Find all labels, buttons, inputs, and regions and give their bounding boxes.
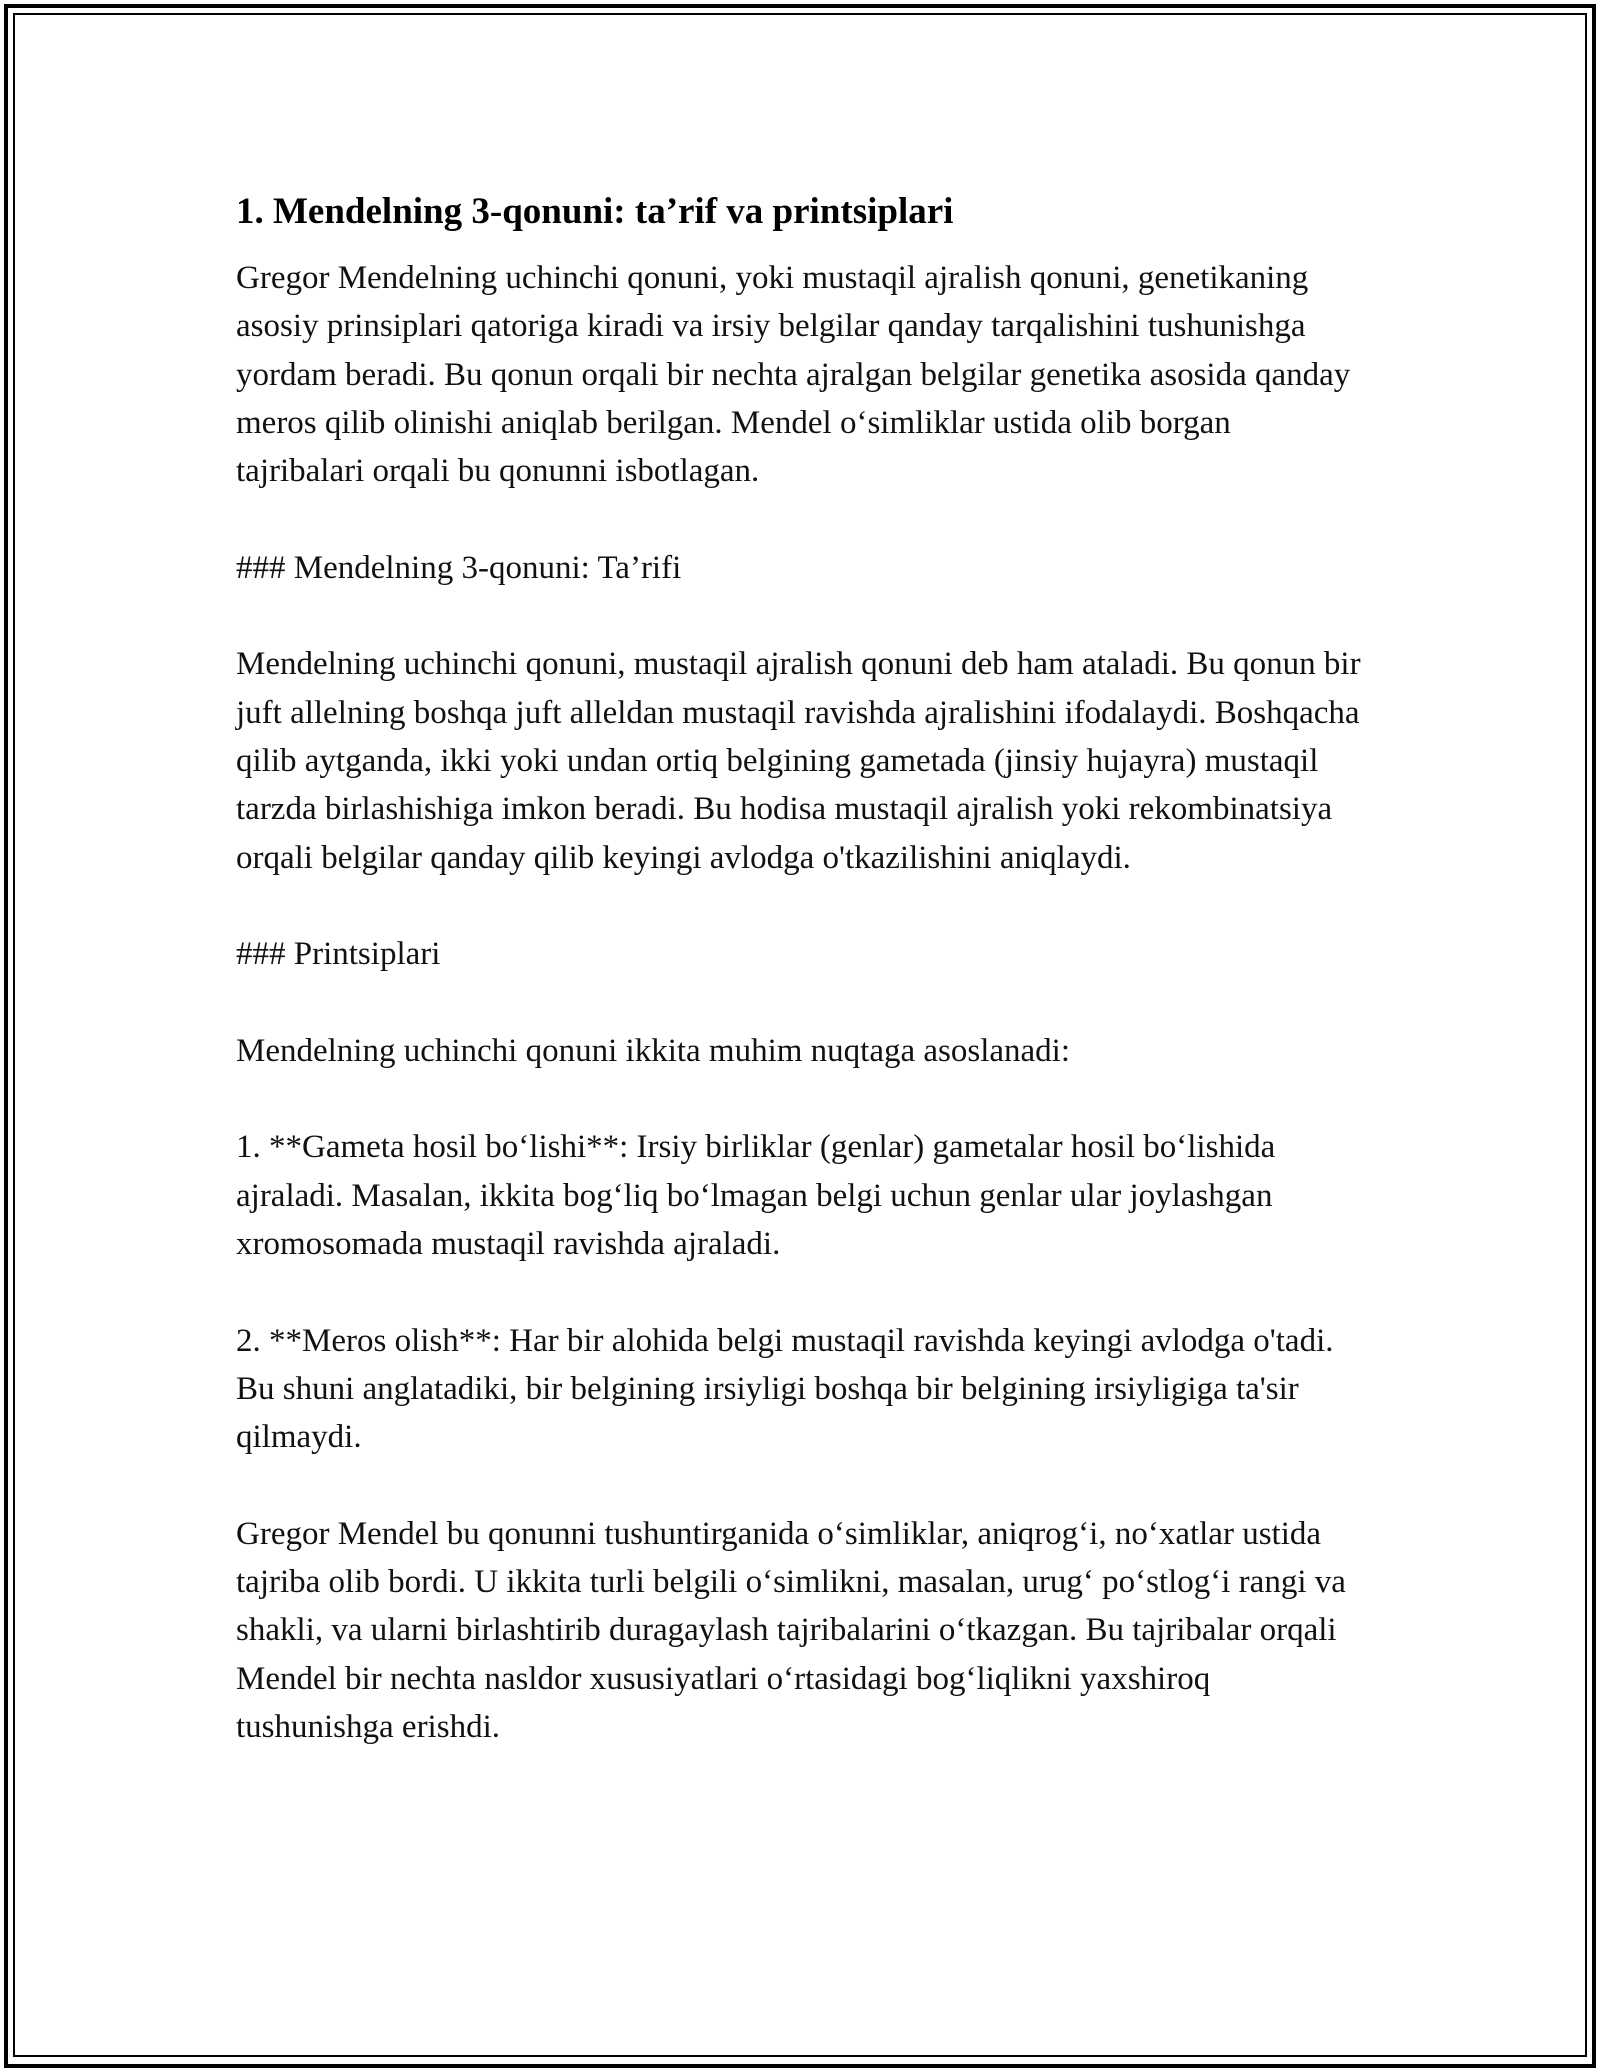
principle-item-1: 1. **Gameta hosil bo‘lishi**: Irsiy birliklar (genlar) gametalar hosil bo‘lishida ajraladi. Masalan, ikkita bog‘liq bo‘lmagan belgi uchun genlar ular joylashgan xromosomada mustaqil ravishda ajraladi. <box>236 1129 1276 1262</box>
intro-paragraph: Gregor Mendelning uchinchi qonuni, yoki mustaqil ajralish qonuni, genetikaning asosiy prinsiplari qatoriga kiradi va irsiy belgilar qanday tarqalishini tushunishga yordam beradi. Bu qonun orqali bir nechta ajralgan belgilar genetika asosida qanday meros qilib olinishi aniqlab berilgan. Mendel o‘simliklar ustida olib borgan tajribalari orqali bu qonunni isbotlagan. <box>236 260 1351 490</box>
principle-item-2: 2. **Meros olish**: Har bir alohida belgi mustaqil ravishda keyingi avlodga o'tadi. Bu shuni anglatadiki, bir belgining irsiyligi boshqa bir belgining irsiyligiga ta'sir qilmaydi. <box>236 1322 1334 1456</box>
subheading-tarifi: ### Mendelning 3-qonuni: Ta’rifi <box>236 549 682 586</box>
principles-intro-paragraph: Mendelning uchinchi qonuni ikkita muhim nuqtaga asoslanadi: <box>236 1032 1071 1069</box>
document-heading: 1. Mendelning 3-qonuni: ta’rif va printsiplari <box>236 191 954 232</box>
conclusion-paragraph: Gregor Mendel bu qonunni tushuntirganida o‘simliklar, aniqrog‘i, no‘xatlar ustida tajriba olib bordi. U ikkita turli belgili o‘simlikni, masalan, urug‘ po‘stlog‘i rangi va shakli, va ularni birlashtirib duragaylash tajribalarini o‘tkazgan. Bu tajribalar orqali Mendel bir nechta nasldor xususiyatlari o‘rtasidagi bog‘liqlikni yaxshiroq tushunishga erishdi. <box>236 1515 1346 1745</box>
subheading-printsiplari: ### Printsiplari <box>236 936 441 973</box>
definition-paragraph: Mendelning uchinchi qonuni, mustaqil ajralish qonuni deb ham ataladi. Bu qonun bir juft allelning boshqa juft alleldan mustaqil ravishda ajralishini ifodalaydi. Boshqacha qilib aytganda, ikki yoki undan ortiq belgining gametada (jinsiy hujayra) mustaqil tarzda birlashishiga imkon beradi. Bu hodisa mustaqil ajralish yoki rekombinatsiya orqali belgilar qanday qilib keyingi avlodga o'tkazilishini aniqlaydi. <box>236 646 1361 876</box>
document-body <box>236 188 1366 1751</box>
